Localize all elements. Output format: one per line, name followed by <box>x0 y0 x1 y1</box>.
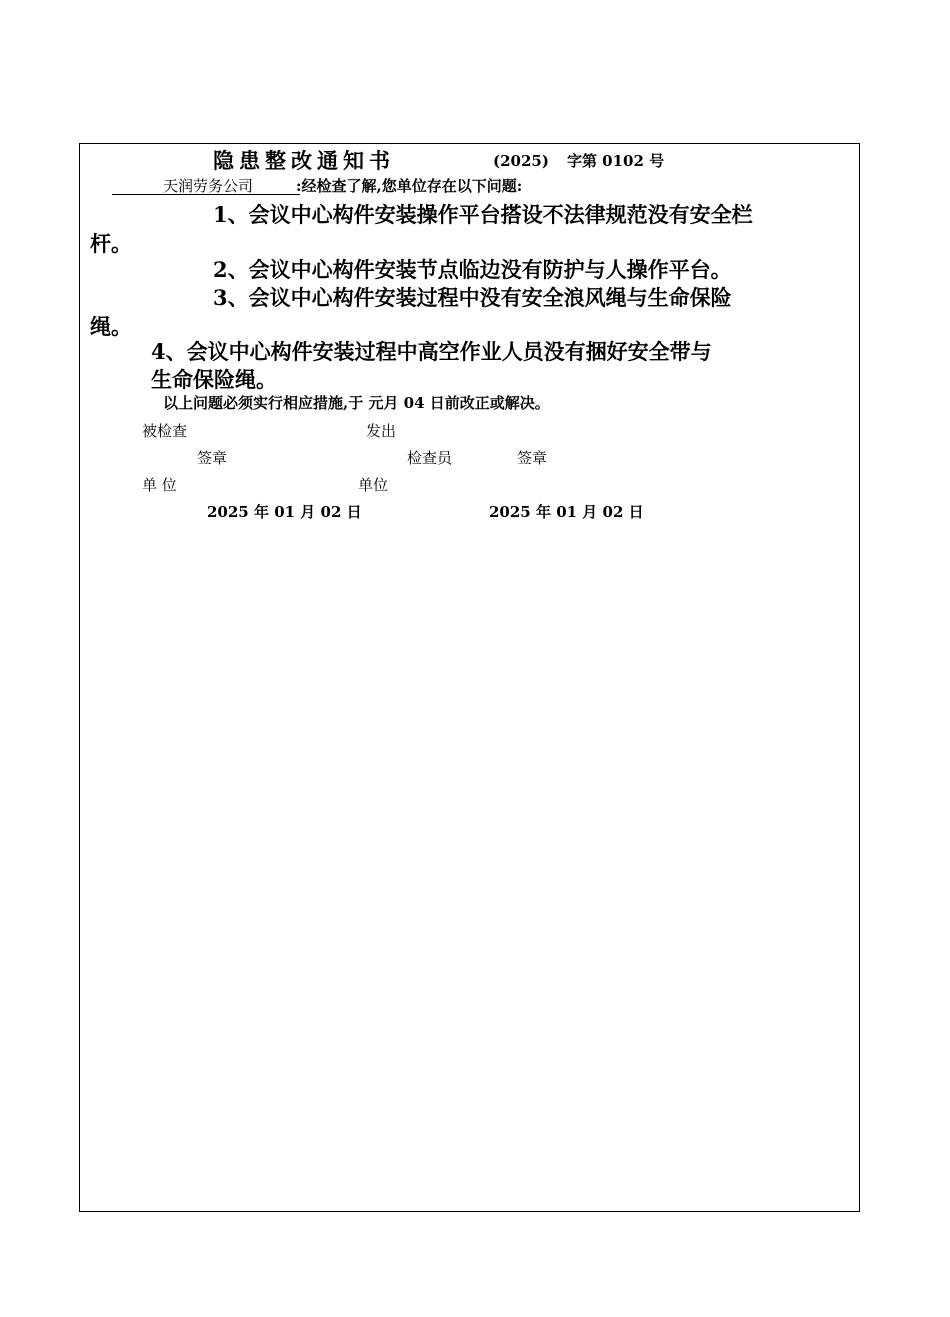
sign-label-right: 签章 <box>517 449 548 467</box>
issue-4-line-2: 生命保险绳。 <box>151 367 277 392</box>
year-code: (2025) <box>493 152 549 170</box>
unit-label-right: 单位 <box>358 476 389 494</box>
date-left: 2025 年 01 月 02 日 <box>207 503 362 521</box>
doc-number-text: 字第 0102 号 <box>566 152 665 170</box>
deadline-text: 以上问题必须实行相应措施,于 元月 04 日前改正或解决。 <box>163 394 550 412</box>
issue-1-line-2: 杆。 <box>90 231 132 256</box>
issue-1-line-1: 1、会议中心构件安装操作平台搭设不法律规范没有安全栏 <box>213 202 753 227</box>
sign-label-left: 签章 <box>197 449 228 467</box>
issue-3-line-1: 3、会议中心构件安装过程中没有安全浪风绳与生命保险 <box>213 285 732 310</box>
intro-text: :经检查了解,您单位存在以下问题: <box>296 177 523 195</box>
issue-4-line-1: 4、会议中心构件安装过程中高空作业人员没有捆好安全带与 <box>151 339 712 364</box>
issuer-label: 发出 <box>366 422 397 440</box>
company-name: 天润劳务公司 <box>163 177 254 195</box>
issue-2-line-1: 2、会议中心构件安装节点临边没有防护与人操作平台。 <box>213 257 732 282</box>
date-right: 2025 年 01 月 02 日 <box>489 503 644 521</box>
notice-title: 隐患整改通知书 <box>213 148 395 173</box>
inspector-label: 检查员 <box>407 449 453 467</box>
document-number <box>493 150 664 171</box>
issue-3-line-2: 绳。 <box>90 314 132 339</box>
inspected-label: 被检查 <box>142 422 188 440</box>
unit-label-left: 单 位 <box>142 476 177 494</box>
